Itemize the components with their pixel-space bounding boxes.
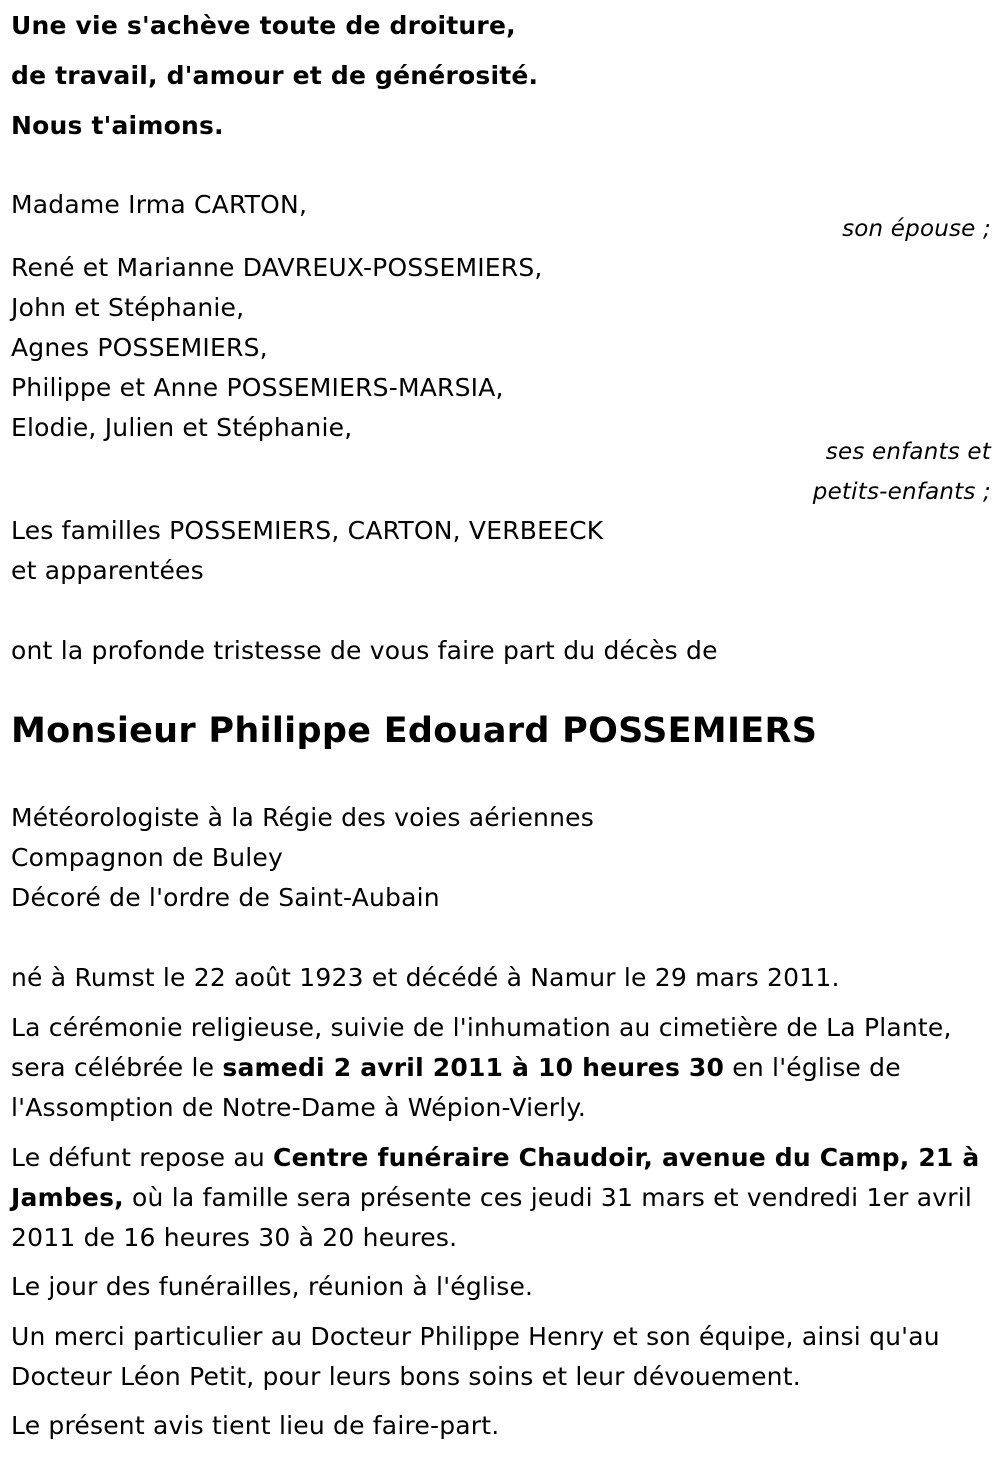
ceremony-date: samedi 2 avril 2011 à 10 heures 30 <box>222 1053 725 1082</box>
notice: Le présent avis tient lieu de faire-part. <box>11 1411 500 1440</box>
title-line-3: Décoré de l'ordre de Saint-Aubain <box>11 883 440 912</box>
epigraph-line-1: Une vie s'achève toute de droiture, <box>11 11 516 40</box>
families-line-2: et apparentées <box>11 556 204 585</box>
child-line-2: John et Stéphanie, <box>11 293 245 322</box>
ceremony-text: sera célébrée le <box>11 1053 223 1082</box>
epigraph-line-2: de travail, d'amour et de générosité. <box>11 61 539 90</box>
children-role-line-2: petits-enfants ; <box>812 479 991 505</box>
funeral-home: Centre funéraire Chaudoir, avenue du Camp, 21 à Jambes, <box>11 1143 980 1212</box>
ceremony-line-2 <box>11 1053 901 1083</box>
spouse-role: son épouse ; <box>842 216 991 242</box>
ceremony-line-1: La cérémonie religieuse, suivie de l'inhumation au cimetière de La Plante, <box>11 1013 952 1042</box>
children-role-line-1: ses enfants et <box>825 439 991 465</box>
thanks-paragraph: Un merci particulier au Docteur Philippe Henry et son équipe, ainsi qu'au Docteur Léon Petit, pour leurs bons soins et leur dévouement. <box>11 1322 940 1391</box>
child-line-1: René et Marianne DAVREUX-POSSEMIERS, <box>11 253 543 282</box>
title-line-2: Compagnon de Buley <box>11 843 284 872</box>
birth-death: né à Rumst le 22 août 1923 et décédé à Namur le 29 mars 2011. <box>11 963 840 992</box>
announcement: ont la profonde tristesse de vous faire part du décès de <box>11 636 718 665</box>
deceased-name: Monsieur Philippe Edouard POSSEMIERS <box>11 711 818 751</box>
title-line-1: Météorologiste à la Régie des voies aériennes <box>11 803 594 832</box>
families-line-1: Les familles POSSEMIERS, CARTON, VERBEECK <box>11 516 604 545</box>
rest-text: Le défunt repose au <box>11 1143 274 1172</box>
ceremony-line-3: l'Assomption de Notre-Dame à Wépion-Vierly. <box>11 1093 586 1122</box>
rest-paragraph <box>11 1138 991 1258</box>
funeral-day: Le jour des funérailles, réunion à l'église. <box>11 1272 534 1301</box>
rest-text-2: où la famille sera présente ces jeudi 31 mars et vendredi 1er avril 2011 de 16 heures 30 à 20 heures. <box>11 1183 973 1252</box>
child-line-3: Agnes POSSEMIERS, <box>11 333 268 362</box>
spouse-name: Madame Irma CARTON, <box>11 190 308 219</box>
child-line-4: Philippe et Anne POSSEMIERS-MARSIA, <box>11 373 504 402</box>
ceremony-text-2: en l'église de <box>724 1053 901 1082</box>
child-line-5: Elodie, Julien et Stéphanie, <box>11 413 353 442</box>
epigraph-line-3: Nous t'aimons. <box>11 111 224 140</box>
